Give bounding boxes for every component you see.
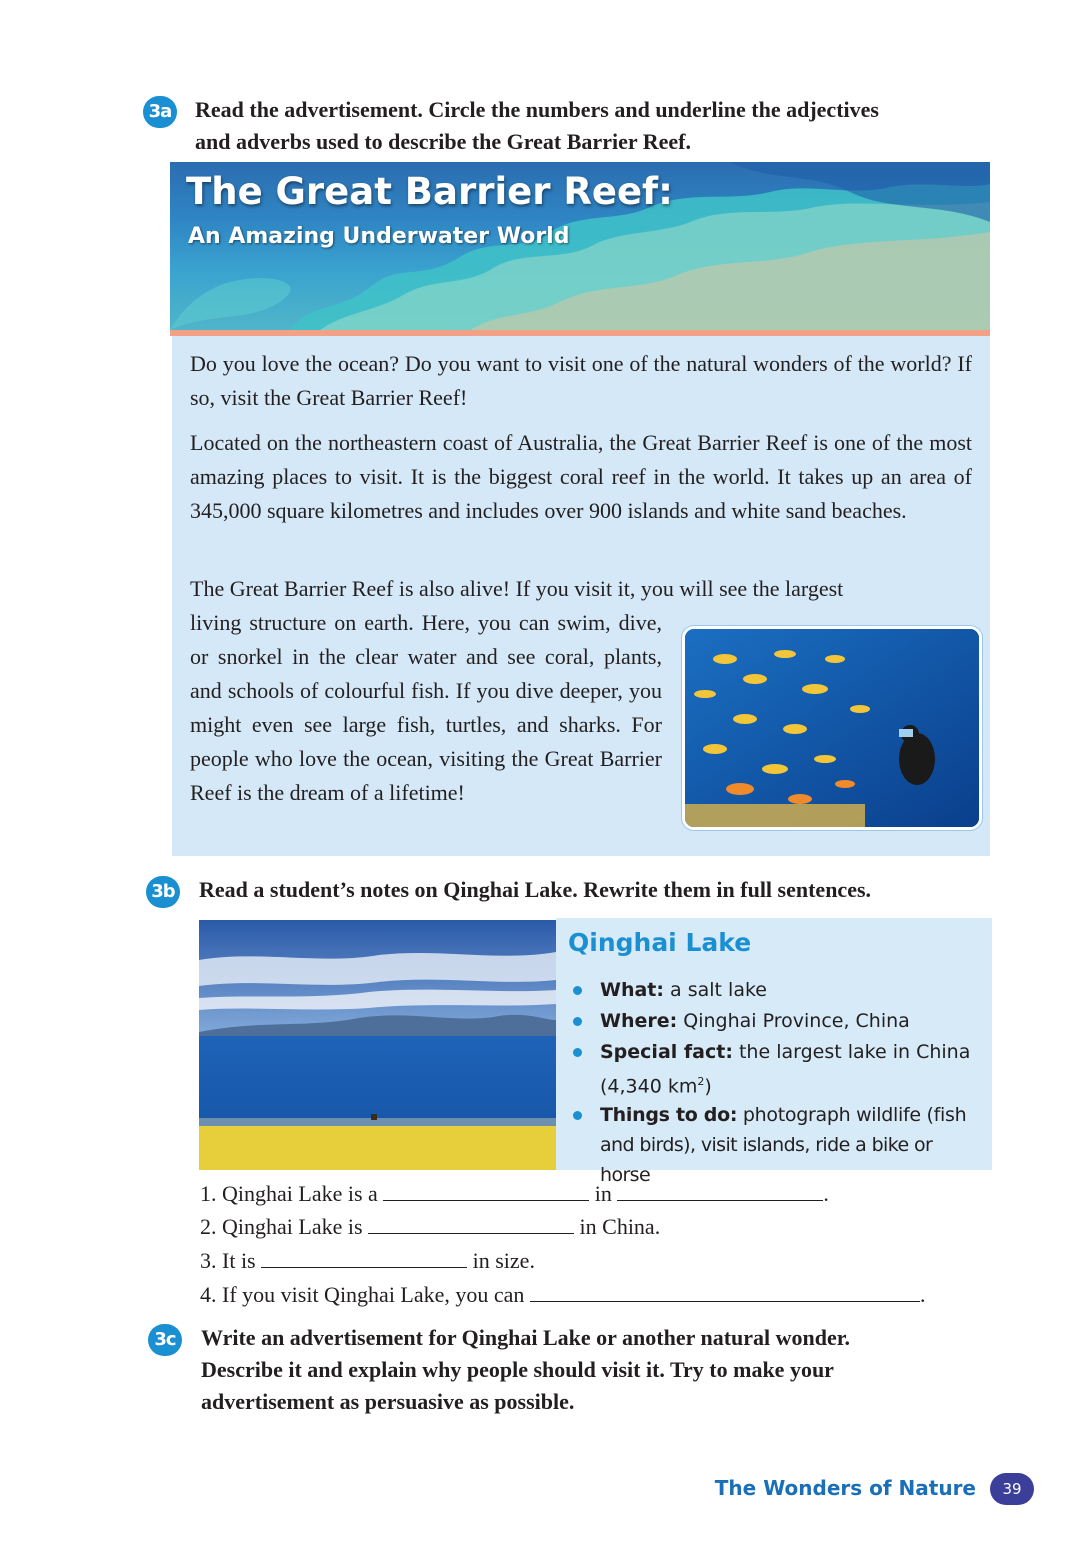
ad-paragraph-1: Do you love the ocean? Do you want to visit one of the natural wonders of the world? If so, visit the Great Barrier Reef! [190,351,972,410]
instruction-3a-line2: and adverbs used to describe the Great Barrier Reef. [195,129,691,154]
exercise-number: 2. [200,1214,217,1239]
exercise-text: Qinghai Lake is a [222,1181,378,1206]
reef-banner [170,162,990,330]
instruction-3b: Read a student’s notes on Qinghai Lake. Rewrite them in full sentences. [199,877,872,902]
exercise-4 [200,1279,925,1311]
qinghai-lake-photo [199,920,556,1170]
note-things-to-do [600,1100,980,1190]
fish-school-image [685,629,979,827]
answer-blank[interactable] [530,1279,920,1302]
exercise-text: in China. [579,1214,661,1239]
bullet-icon [573,1111,582,1120]
bullet-icon [573,986,582,995]
banner-title: The Great Barrier Reef: [186,170,673,213]
exercise-number: 3. [200,1248,217,1273]
note-label: What: [600,979,664,1001]
exercise-text: If you visit Qinghai Lake, you can [222,1282,525,1307]
exercise-3 [200,1245,535,1277]
note-text: photograph wildlife (fish [742,1104,967,1126]
ad-paragraph-3: living structure on earth. Here, you can swim, dive, or snorkel in the clear water and see coral, plants, and schools of colourful fish. If you dive deeper, you might even see large fish, turtles, and sharks. For people who love the ocean, visiting the Great Barrier Reef is the dream of a lifetime! [190,610,662,805]
lake-landscape-image [199,920,556,1170]
instruction-3a-line1: Read the advertisement. Circle the numbers and underline the adjectives [195,97,879,122]
exercise-badge-3b: 3b [146,876,180,908]
diver-fish-photo [682,626,982,830]
note-label: Special fact: [600,1041,733,1063]
exercise-text: Qinghai Lake is [222,1214,363,1239]
note-text-line2: and birds), visit islands, ride a bike or horse [600,1134,933,1186]
exercise-number: 1. [200,1181,217,1206]
note-superscript: 2 [697,1075,705,1088]
instruction-3c-line3: advertisement as persuasive as possible. [201,1389,575,1414]
note-label: Things to do: [600,1104,738,1126]
note-what [600,975,980,1005]
note-label: Where: [600,1010,678,1032]
exercise-text: . [919,1282,926,1307]
ad-paragraph-3-line1: The Great Barrier Reef is also alive! If you visit it, you will see the largest [190,576,844,601]
bullet-icon [573,1017,582,1026]
note-text-line2: (4,340 km [600,1075,698,1098]
exercise-text: in [594,1181,612,1206]
instruction-3c-line1: Write an advertisement for Qinghai Lake or another natural wonder. [201,1325,850,1350]
notes-title: Qinghai Lake [568,928,752,957]
exercise-badge-3c: 3c [148,1324,182,1356]
note-special-fact [600,1037,980,1101]
ad-paragraph-2: Located on the northeastern coast of Australia, the Great Barrier Reef is one of the most amazing places to visit. It is the biggest coral reef in the world. It takes up an area of 345,000 square kilometres and includes over 900 islands and white sand beaches. [190,430,972,523]
exercise-text: . [823,1181,829,1206]
answer-blank[interactable] [261,1245,467,1268]
exercise-2 [200,1211,660,1243]
exercise-number: 4. [200,1282,217,1307]
answer-blank[interactable] [383,1178,589,1201]
banner-subtitle: An Amazing Underwater World [188,224,570,249]
note-text: a salt lake [670,979,767,1001]
exercise-text: in size. [472,1248,535,1273]
instruction-3c-line2: Describe it and explain why people should visit it. Try to make your [201,1357,834,1382]
note-text: the largest lake in China [738,1041,971,1063]
unit-title: The Wonders of Nature [714,1476,976,1500]
page-number: 39 [990,1473,1034,1505]
answer-blank[interactable] [368,1211,574,1234]
exercise-badge-3a: 3a [143,96,177,128]
exercise-text: It is [222,1248,256,1273]
bullet-icon [573,1048,582,1057]
note-text-end: ) [704,1075,712,1098]
note-text: Qinghai Province, China [683,1010,910,1032]
exercise-1 [200,1178,829,1210]
answer-blank[interactable] [617,1178,823,1201]
note-where [600,1006,980,1036]
